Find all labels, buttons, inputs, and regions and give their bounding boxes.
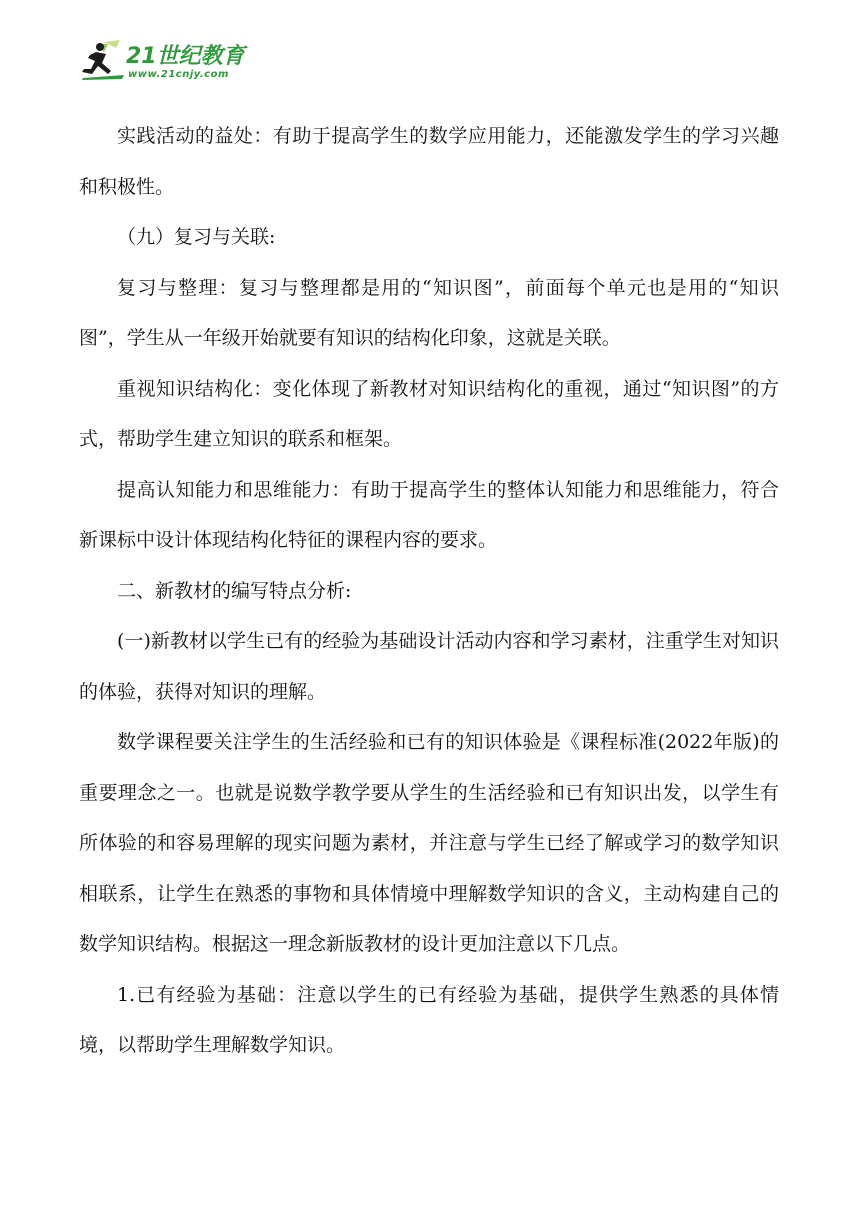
paragraph-point-one: 1.已有经验为基础：注意以学生的已有经验为基础，提供学生熟悉的具体情境，以帮助学生理解数学知识。: [79, 983, 779, 1056]
heading-section-two: 二、新教材的编写特点分析:: [117, 579, 352, 602]
logo-brand-text: 21世纪教育: [126, 44, 245, 69]
document-body: [79, 111, 779, 1071]
paragraph-practice-benefits: 实践活动的益处：有助于提高学生的数学应用能力，还能激发学生的学习兴趣和积极性。: [79, 125, 779, 198]
paragraph-cognitive-ability: 提高认知能力和思维能力：有助于提高学生的整体认知能力和思维能力，符合新课标中设计体现结构化特征的课程内容的要求。: [79, 478, 779, 551]
runner-icon: [80, 38, 126, 80]
paragraph-curriculum-standard: 数学课程要关注学生的生活经验和已有的知识体验是《课程标准(2022年版)的重要理念之一。也就是说数学教学要从学生的生活经验和已有知识出发，以学生有所体验的和容易理解的现实问题为素材，并注意与学生已经了解或学习的数学知识相联系，让学生在熟悉的事物和具体情境中理解数学知识的含义，主动构建自己的数学知识结构。根据这一理念新版教材的设计更加注意以下几点。: [79, 731, 779, 955]
paragraph-review-and-organize: 复习与整理：复习与整理都是用的“知识图”，前面每个单元也是用的“知识图”，学生从一年级开始就要有知识的结构化印象，这就是关联。: [79, 276, 779, 349]
page-header: [80, 38, 260, 84]
logo-url-text: www.21cnjy.com: [128, 69, 229, 80]
heading-review-and-linkage: （九）复习与关联:: [117, 226, 276, 248]
paragraph-subsection-one: (一)新教材以学生已有的经验为基础设计活动内容和学习素材，注重学生对知识的体验，获得对知识的理解。: [79, 630, 779, 703]
paragraph-knowledge-structure: 重视知识结构化：变化体现了新教材对知识结构化的重视，通过“知识图”的方式，帮助学生建立知识的联系和框架。: [79, 377, 779, 450]
